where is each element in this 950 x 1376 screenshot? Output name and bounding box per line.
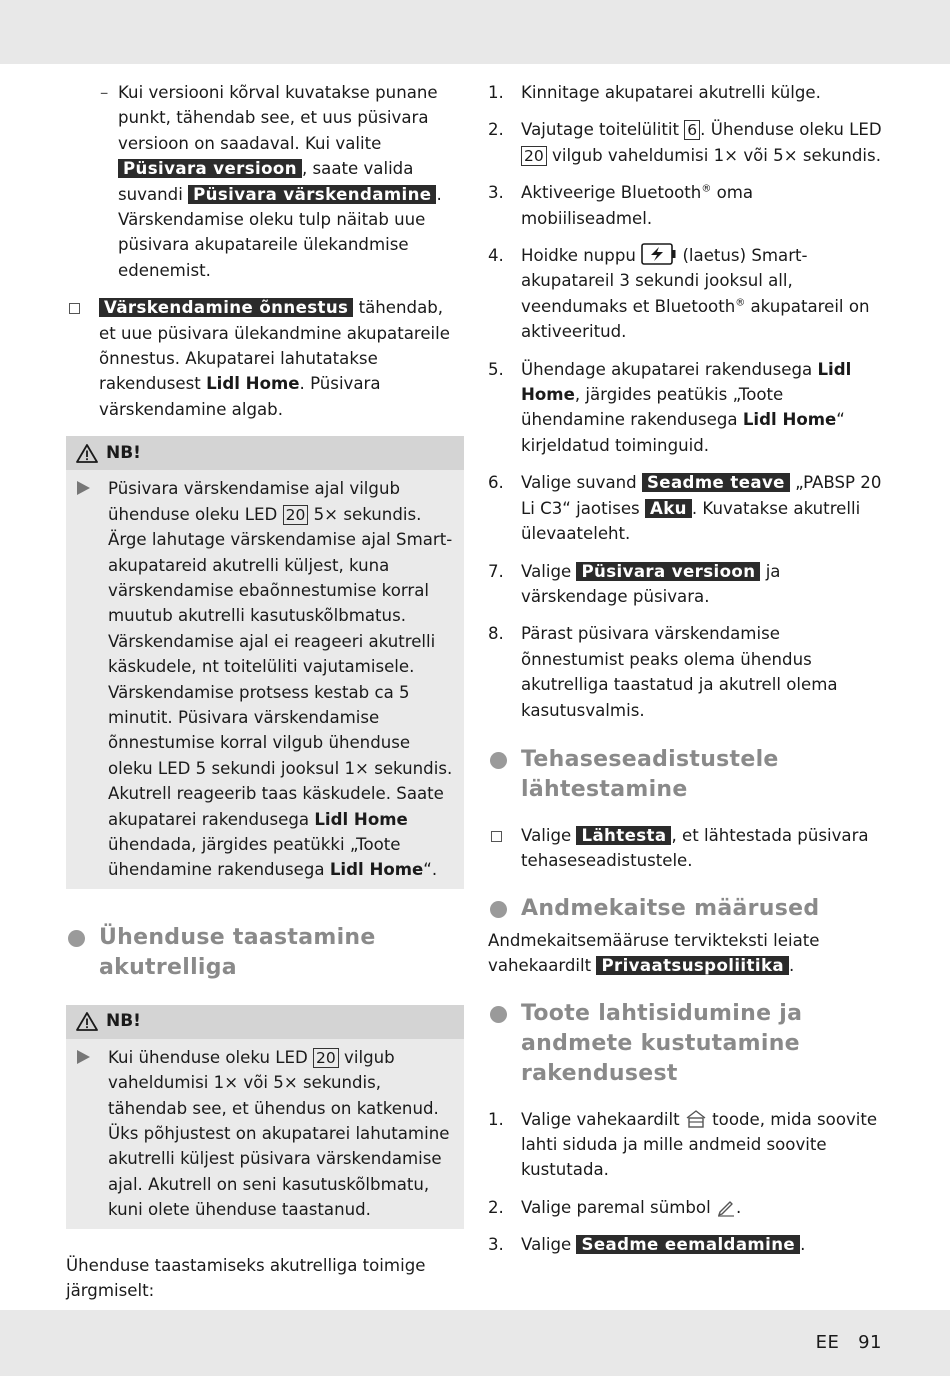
ui-label-firmware-version: Püsivara versioon [118, 159, 302, 178]
ui-label-firmware-version: Püsivara versioon [576, 562, 760, 581]
step-text: Ühendage akupatarei rakendusega Lidl Home, järgides peatükis „Toote ühendamine rakendusega Lidl Home“ kirjeldatud toiminguid. [521, 359, 852, 455]
language-code: EE [815, 1332, 840, 1353]
step-text: Hoidke nuppu (laetus) Smart-akupatareil 3 sekundi jooksul all, veendumaks et Bluetooth® akupatareil on aktiveeritud. [521, 243, 888, 345]
bullet-arrow-icon [77, 481, 90, 495]
charge-button-icon [641, 243, 677, 265]
step-2 [488, 117, 888, 168]
unlink-step-3 [488, 1232, 888, 1257]
ui-label-reset: Lähtesta [576, 826, 671, 845]
step-number: 5. [488, 359, 504, 379]
warning-body [66, 1039, 464, 1229]
step-3 [488, 180, 888, 231]
led-ref: 20 [283, 505, 309, 525]
step-text: Vajutage toitelülitit 6 . Ühenduse oleku LED 20 vilgub vaheldumisi 1× või 5× sekundis. [521, 120, 882, 165]
step-text: Valige paremal sümbol . [521, 1197, 742, 1217]
bullet-dot-icon [490, 1006, 507, 1023]
firmware-version-text: Kui versiooni kõrval kuvatakse punane punkt, tähendab see, et uus püsivara versioon on saadaval. Kui valite Püsivara versioon , saate valida suvandi Püsivara värskendamine . Värskendamise oleku tulp näitab uue püsivara akupatareile ülekandmise edenemist. [118, 83, 442, 280]
ui-label-firmware-update: Püsivara värskendamine [188, 185, 436, 204]
step-text: Kinnitage akupatarei akutrelli külge. [521, 83, 821, 102]
warning-triangle-icon [76, 1012, 98, 1031]
firmware-version-note [66, 80, 464, 283]
step-5 [488, 357, 888, 459]
warning-box-connection [66, 1005, 464, 1229]
section-heading-unlink: Toote lahtisidumine ja andmete kustutamine rakendusest [488, 999, 888, 1089]
step-6 [488, 470, 888, 546]
dash-mark: – [100, 83, 109, 102]
led-ref: 20 [313, 1048, 339, 1068]
led-ref: 20 [521, 146, 547, 166]
step-1 [488, 80, 888, 105]
unlink-step-2 [488, 1195, 888, 1220]
warning-box-update [66, 436, 464, 889]
home-tab-icon [685, 1109, 707, 1129]
section-heading-privacy: Andmekaitse määrused [488, 894, 888, 924]
reconnect-intro: Ühenduse taastamiseks akutrelliga toimige järgmiselt: [66, 1255, 426, 1301]
step-text: Valige Seadme eemaldamine . [521, 1235, 806, 1255]
step-number: 3. [488, 1235, 504, 1255]
warning-triangle-icon [76, 444, 98, 463]
step-number: 7. [488, 561, 504, 581]
warning-text: Kui ühenduse oleku LED 20 vilgub vaheldumisi 1× või 5× sekundis, tähendab see, et ühendus on katkenud. Üks põhjustest on akupatarei lahutamine akutrelli küljest püsivara värskendamise ajal. Akutrell on seni kasutuskõlbmatu, kuni olete ühenduse taastanud. [108, 1047, 450, 1220]
warning-title: NB! [106, 442, 141, 463]
ui-label-privacy-policy: Privaatsuspoliitika [596, 956, 789, 975]
reset-item [488, 823, 888, 874]
ui-label-device-info: Seadme teave [642, 473, 790, 492]
warning-body [66, 470, 464, 889]
step-text: Valige suvand Seadme teave „PABSP 20 Li C3“ jaotises Aku . Kuvatakse akutrelli ülevaateleht. [521, 473, 882, 544]
warning-title: NB! [106, 1011, 141, 1032]
checkbox-icon [491, 831, 502, 842]
step-4 [488, 243, 888, 345]
page-number [816, 1330, 882, 1355]
unlink-step-1 [488, 1107, 888, 1183]
step-number: 8. [488, 624, 504, 644]
update-success-item [66, 295, 464, 422]
warning-header [66, 1005, 464, 1039]
step-number: 4. [488, 246, 504, 266]
step-number: 6. [488, 473, 504, 493]
step-text: Valige vahekaardilt toode, mida soovite lahti siduda ja mille andmeid soovite kustutada. [521, 1109, 878, 1180]
left-column [66, 80, 464, 1303]
footer-bar [0, 1310, 950, 1376]
checkbox-icon [69, 303, 80, 314]
ui-label-battery: Aku [645, 499, 692, 518]
top-bar [0, 0, 950, 64]
update-success-text: Värskendamine õnnestus tähendab, et uue püsivara ülekandmine akupatareile õnnestus. Akupatarei lahutatakse rakendusest Lidl Home. Püsivara värskendamine algab. [99, 298, 450, 419]
bullet-dot-icon [490, 752, 507, 769]
privacy-text: Andmekaitsemääruse tervikteksti leiate vahekaardilt Privaatsuspoliitika . [488, 930, 820, 976]
bullet-dot-icon [490, 901, 507, 918]
step-text: Aktiveerige Bluetooth® oma mobiiliseadmel. [521, 183, 754, 228]
step-number: 1. [488, 1109, 504, 1129]
warning-text: Püsivara värskendamise ajal vilgub ühenduse oleku LED 20 5× sekundis. Ärge lahutage värskendamise ajal Smart-akupatareid akutrelli küljest, kuna värskendamise ebaõnnestumise korral muutub akutrelli kasutuskõlbmatus. Värskendamise ajal ei reageeri akutrelli käskudele, nt toitelüliti vajutamisele. Värskendamise protsess kestab ca 5 minutit. Püsivara värskendamise õnnestumise korral vilgub ühenduse oleku LED 5 sekundi jooksul 1× sekundis. Akutrell reageerib taas käskudele. Saate akupatarei rakendusega Lidl Home ühendada, järgides peatükki „Toote ühendamine rakendusega Lidl Home“. [108, 479, 453, 880]
step-text: Valige Püsivara versioon ja värskendage püsivara. [521, 561, 781, 606]
bullet-dot-icon [68, 930, 85, 947]
step-number: 1. [488, 83, 504, 102]
step-7 [488, 559, 888, 610]
warning-header [66, 436, 464, 470]
step-number: 3. [488, 183, 504, 203]
step-8 [488, 621, 888, 723]
section-heading-factory-reset: Tehaseseadistustele lähtestamine [488, 745, 888, 805]
ui-label-update-success: Värskendamine õnnestus [99, 298, 353, 317]
right-column [488, 80, 888, 1258]
step-text: Pärast püsivara värskendamise õnnestumist peaks olema ühendus akutrelliga taastatud ja akutrell olema kasutusvalmis. [521, 624, 838, 720]
pencil-icon [716, 1197, 736, 1217]
step-number: 2. [488, 120, 504, 140]
ui-label-remove-device: Seadme eemaldamine [576, 1235, 800, 1254]
reset-text: Valige Lähtesta , et lähtestada püsivara tehaseseadistustele. [521, 825, 869, 871]
section-heading-reconnect: Ühenduse taastamine akutrelliga [66, 923, 464, 983]
step-number: 2. [488, 1197, 504, 1217]
page-number-value: 91 [858, 1332, 882, 1353]
switch-ref: 6 [684, 120, 700, 140]
bullet-arrow-icon [77, 1050, 90, 1064]
